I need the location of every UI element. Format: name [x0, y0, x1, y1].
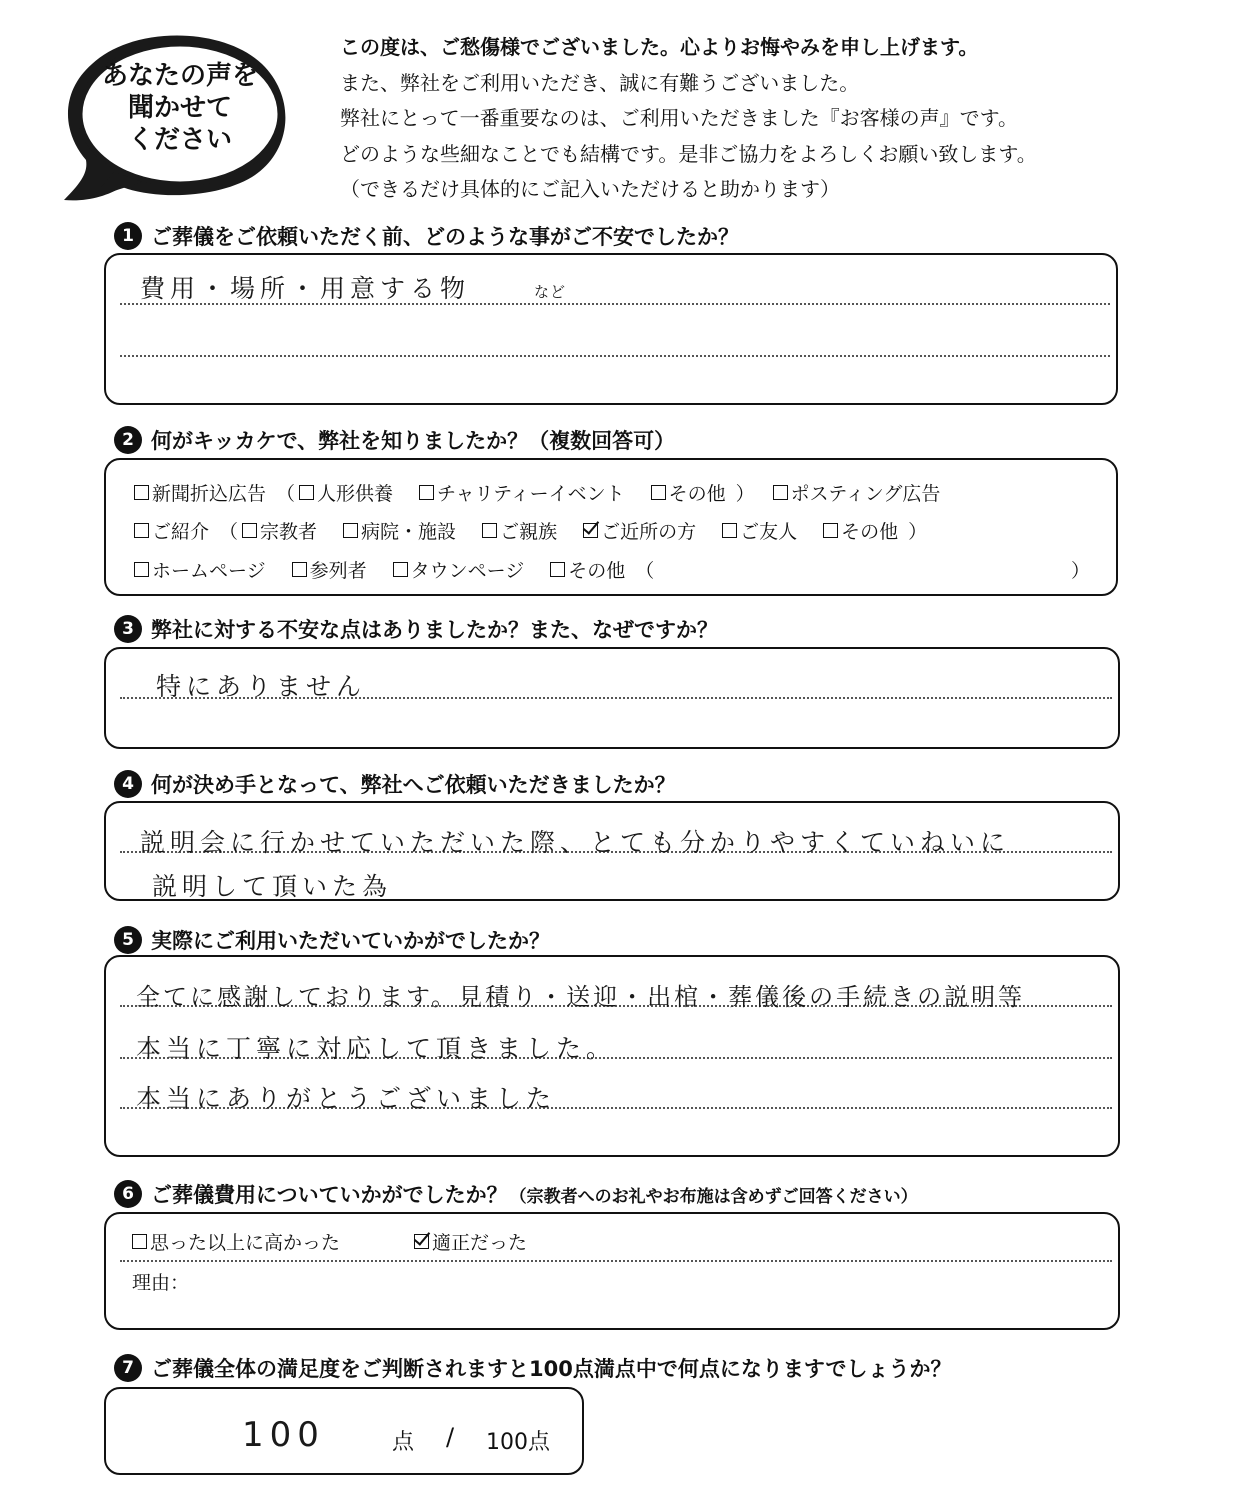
q6-answer-box [104, 1212, 1120, 1330]
checkbox-icon[interactable] [292, 562, 307, 577]
q7-number-badge: 7 [114, 1354, 142, 1382]
q4-title [114, 768, 676, 800]
paren-close: ） [908, 520, 928, 543]
checkbox-icon[interactable] [134, 523, 149, 538]
q2-option-relatives[interactable] [482, 517, 557, 544]
q2-option-label: 人形供養 [317, 482, 394, 505]
paren-open: （ [219, 520, 239, 543]
q2-option-townpage[interactable] [393, 556, 525, 583]
q6-options-row [132, 1226, 533, 1256]
q2-option-referral[interactable] [134, 517, 209, 544]
q3-title-text: 弊社に対する不安な点はありましたか？また、なぜですか？ [151, 618, 718, 642]
q2-options-box [104, 458, 1118, 596]
q7-score-max: 100点 [486, 1430, 550, 1455]
q1-number-badge: 1 [114, 222, 142, 250]
bubble-text [90, 60, 270, 156]
q5-title-text: 実際にご利用いただいていかがでしたか？ [151, 929, 550, 953]
q6-option-fair[interactable] [414, 1228, 527, 1255]
checkbox-checked-icon[interactable] [583, 523, 598, 538]
q1-title [114, 220, 739, 252]
q2-option-homepage[interactable] [134, 556, 266, 583]
checkbox-icon[interactable] [482, 523, 497, 538]
q6-option-label: 思った以上に高かった [150, 1231, 341, 1254]
q2-option-label: その他 [668, 482, 726, 505]
q2-option-label: ポスティング広告 [790, 482, 941, 505]
q2-option-newspaper[interactable] [134, 479, 266, 506]
intro-line-3: 弊社にとって一番重要なのは、ご利用いただきました『お客様の声』です。 [340, 106, 1018, 130]
intro-line-4: どのような些細なことでも結構です。是非ご協力をよろしくお願い致します。 [340, 141, 1037, 166]
checkbox-checked-icon[interactable] [414, 1234, 429, 1249]
q6-dotted-line-1 [120, 1260, 1112, 1262]
intro-line-2: また、弊社をご利用いただき、誠に有難うございました。 [340, 70, 860, 95]
q2-option-label: その他 [841, 520, 899, 543]
paren-close: ） [735, 482, 755, 505]
q2-option-label: ご親族 [500, 520, 558, 543]
q1-answer-box[interactable] [104, 253, 1118, 405]
q2-option-doll-memorial[interactable] [299, 479, 393, 506]
intro-text [340, 30, 1220, 208]
q2-title [114, 424, 675, 456]
q2-option-label: その他 [568, 559, 626, 582]
q5-title [114, 924, 550, 956]
q6-title [114, 1178, 918, 1210]
q7-title [114, 1352, 951, 1384]
q2-option-label: ホームページ [152, 559, 266, 582]
q6-number-badge: 6 [114, 1180, 142, 1208]
q2-option-friends[interactable] [722, 517, 797, 544]
q2-option-other-1[interactable] [651, 479, 726, 506]
q4-handwritten-line-1: 説明会に行かせていただいた際、とても分かりやすくていねいに [140, 828, 1011, 857]
q6-reason-label: 理由： [132, 1271, 190, 1294]
q5-handwritten-line-2: 本当に丁寧に対応して頂きました。 [136, 1034, 617, 1063]
q4-answer-box[interactable] [104, 801, 1120, 901]
q7-score-unit: 点 [392, 1430, 415, 1455]
q2-row-2 [134, 515, 931, 545]
paren-close: ） [1070, 559, 1090, 582]
checkbox-icon[interactable] [393, 562, 408, 577]
q4-handwritten-line-2: 説明して頂いた為 [152, 872, 393, 901]
checkbox-icon[interactable] [134, 485, 149, 500]
q7-score-slash: / [446, 1423, 455, 1451]
q4-title-text: 何が決め手となって、弊社へご依頼いただきましたか？ [151, 773, 676, 797]
q2-row-1 [134, 477, 946, 507]
q3-answer-box[interactable] [104, 647, 1120, 749]
bubble-line-1: あなたの声を [101, 61, 258, 91]
q6-title-text: ご葬儀費用についていかがでしたか？ [151, 1183, 508, 1207]
q2-option-attendee[interactable] [292, 556, 367, 583]
q5-number-badge: 5 [114, 926, 142, 954]
q6-reason-row [132, 1266, 189, 1296]
q2-option-other-2[interactable] [823, 517, 898, 544]
q2-option-label: 新聞折込広告 [152, 482, 267, 505]
q5-answer-box[interactable] [104, 955, 1120, 1157]
q2-option-charity-event[interactable] [419, 479, 625, 506]
q2-option-label: 病院・施設 [361, 520, 457, 543]
speech-bubble [52, 22, 302, 217]
q3-number-badge: 3 [114, 615, 142, 643]
q6-option-label: 適正だった [432, 1231, 528, 1254]
q7-handwritten-score: 100 [242, 1415, 325, 1455]
checkbox-icon[interactable] [343, 523, 358, 538]
bubble-line-3: ください [127, 125, 232, 155]
paren-open: （ [635, 559, 655, 582]
q2-option-label: ご友人 [740, 520, 798, 543]
q2-option-label: 宗教者 [260, 520, 318, 543]
q6-option-too-expensive[interactable] [132, 1228, 340, 1255]
q2-option-hospital[interactable] [343, 517, 456, 544]
bubble-line-2: 聞かせて [127, 93, 232, 123]
q2-option-religious[interactable] [242, 517, 317, 544]
q2-row-3 [134, 554, 1094, 584]
q3-handwritten-answer: 特にありません [156, 672, 367, 701]
q2-option-other-3[interactable] [550, 556, 625, 583]
q7-score-box[interactable] [104, 1387, 584, 1475]
checkbox-icon[interactable] [299, 485, 314, 500]
q3-title [114, 613, 718, 645]
q4-number-badge: 4 [114, 770, 142, 798]
q1-handwritten-answer: 費用・場所・用意する物 [140, 274, 471, 303]
checkbox-icon[interactable] [722, 523, 737, 538]
checkbox-icon[interactable] [651, 485, 666, 500]
q2-option-neighbors[interactable] [583, 517, 696, 544]
q2-number-badge: 2 [114, 426, 142, 454]
q2-option-label: ご近所の方 [601, 520, 697, 543]
checkbox-icon[interactable] [550, 562, 565, 577]
q2-option-label: チャリティーイベント [437, 482, 625, 505]
checkbox-icon[interactable] [242, 523, 257, 538]
q2-title-text: 何がキッカケで、弊社を知りましたか？（複数回答可） [151, 429, 676, 453]
checkbox-icon[interactable] [773, 485, 788, 500]
q2-option-label: 参列者 [309, 559, 367, 582]
q5-handwritten-line-1: 全てに感謝しております。見積り・送迎・出棺・葬儀後の手続きの説明等 [136, 983, 1026, 1011]
checkbox-icon[interactable] [132, 1234, 147, 1249]
q1-handwritten-suffix: など [534, 283, 567, 301]
checkbox-icon[interactable] [134, 562, 149, 577]
paren-open: （ [276, 482, 296, 505]
q2-option-posting-ad[interactable] [773, 479, 941, 506]
intro-line-1: この度は、ご愁傷様でございました。心よりお悔やみを申し上げます。 [340, 35, 979, 59]
q7-title-text: ご葬儀全体の満足度をご判断されますと100点満点中で何点になりますでしょうか？ [151, 1357, 952, 1381]
q2-option-label: ご紹介 [152, 520, 210, 543]
q6-title-note: （宗教者へのお礼やお布施は含めずご回答ください） [509, 1186, 918, 1207]
intro-line-5: （できるだけ具体的にご記入いただけると助かります） [340, 177, 840, 201]
q2-option-label: タウンページ [410, 559, 525, 582]
q1-dotted-line-2 [120, 355, 1110, 357]
checkbox-icon[interactable] [823, 523, 838, 538]
q5-handwritten-line-3: 本当にありがとうございました [136, 1084, 557, 1113]
q1-title-text: ご葬儀をご依頼いただく前、どのような事がご不安でしたか？ [151, 225, 739, 249]
checkbox-icon[interactable] [419, 485, 434, 500]
